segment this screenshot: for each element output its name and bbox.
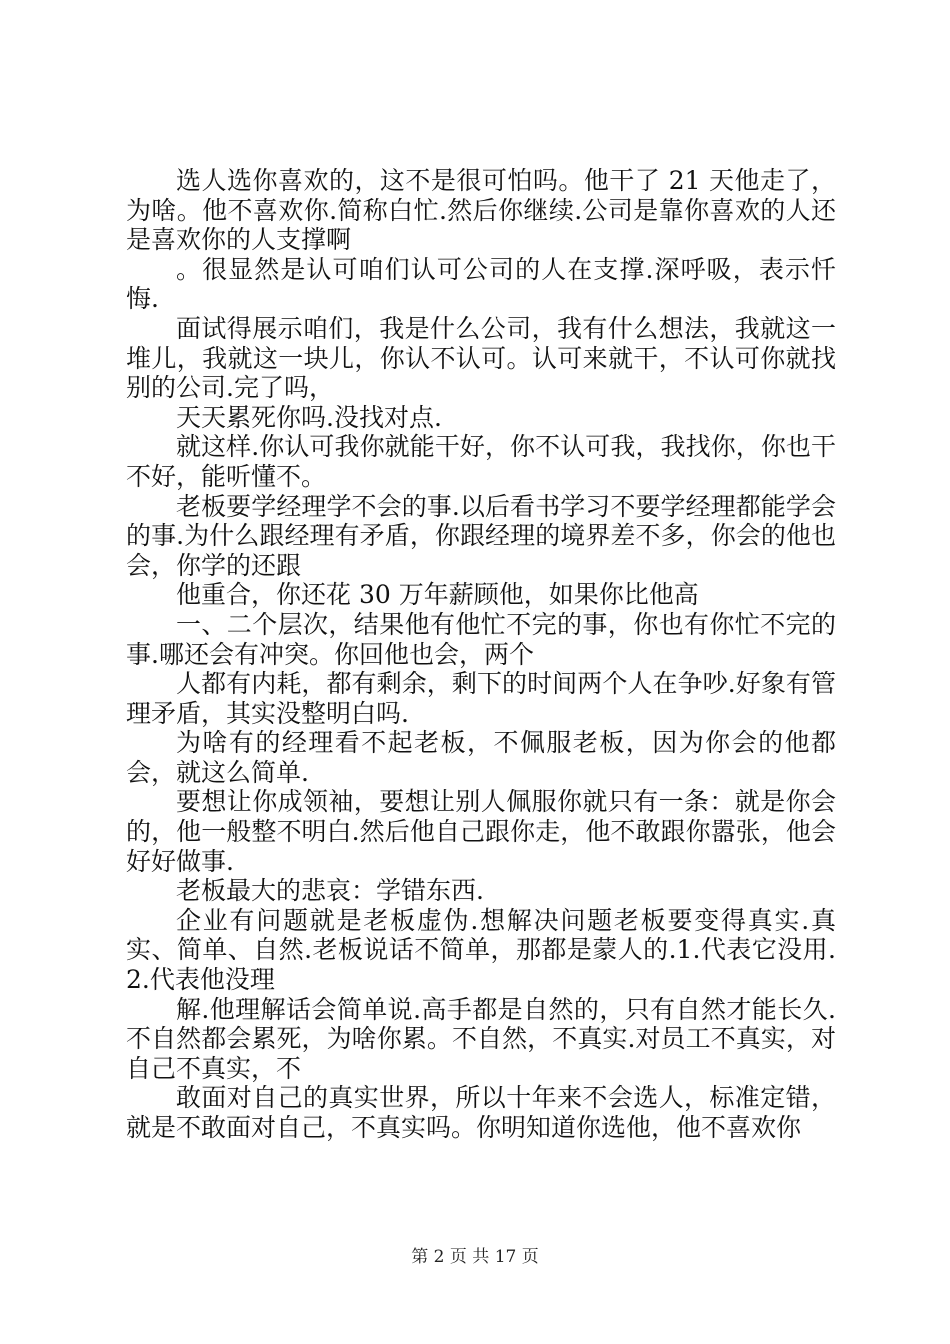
paragraph-3: 面试得展示咱们，我是什么公司，我有什么想法，我就这一堆儿，我就这一块儿，你认不认可。认可来就干，不认可你就找别的公司.完了吗， [126, 313, 836, 403]
paragraph-2: 。很显然是认可咱们认可公司的人在支撑.深呼吸，表示忏悔. [126, 254, 836, 314]
paragraph-6: 老板要学经理学不会的事.以后看书学习不要学经理都能学会的事.为什么跟经理有矛盾，你跟经理的境界差不多，你会的他也会，你学的还跟 [126, 491, 836, 580]
paragraph-10: 为啥有的经理看不起老板，不佩服老板，因为你会的他都会，就这么简单. [126, 728, 836, 787]
paragraph-13: 企业有问题就是老板虚伪.想解决问题老板要变得真实.真实、简单、自然.老板说话不简单，那都是蒙人的.1.代表它没用.2.代表他没理 [126, 905, 836, 995]
paragraph-9: 人都有内耗，都有剩余，剩下的时间两个人在争吵.好象有管理矛盾，其实没整明白吗. [126, 669, 836, 728]
paragraph-14: 解.他理解话会简单说.高手都是自然的，只有自然才能长久.不自然都会累死，为啥你累。不自然，不真实.对员工不真实，对自己不真实，不 [126, 994, 836, 1083]
paragraph-12: 老板最大的悲哀：学错东西. [176, 876, 484, 906]
paragraph-1: 选人选你喜欢的，这不是很可怕吗。他干了 21 天他走了，为啥。他不喜欢你.简称白忙.然后你继续.公司是靠你喜欢的人还是喜欢你的人支撑啊 [126, 166, 836, 255]
paragraph-4: 天天累死你吗.没找对点. [176, 402, 442, 432]
page-number-label: 第 2 页 共 17 页 [411, 1247, 539, 1267]
paragraph-8: 一、二个层次，结果他有他忙不完的事，你也有你忙不完的事.哪还会有冲突。你回他也会，两个 [126, 609, 836, 669]
page-footer [0, 1242, 950, 1267]
document-body [126, 166, 836, 1143]
paragraph-7: 他重合，你还花 30 万年薪顾他，如果你比他高 [176, 580, 699, 610]
paragraph-11: 要想让你成领袖，要想让别人佩服你就只有一条：就是你会的，他一般整不明白.然后他自己跟你走，他不敢跟你嚣张，他会好好做事. [126, 787, 836, 876]
paragraph-5: 就这样.你认可我你就能干好，你不认可我，我找你，你也干不好，能听懂不。 [126, 432, 836, 491]
paragraph-15: 敢面对自己的真实世界，所以十年来不会选人，标准定错，就是不敢面对自己，不真实吗。你明知道你选他，他不喜欢你 [126, 1083, 836, 1142]
